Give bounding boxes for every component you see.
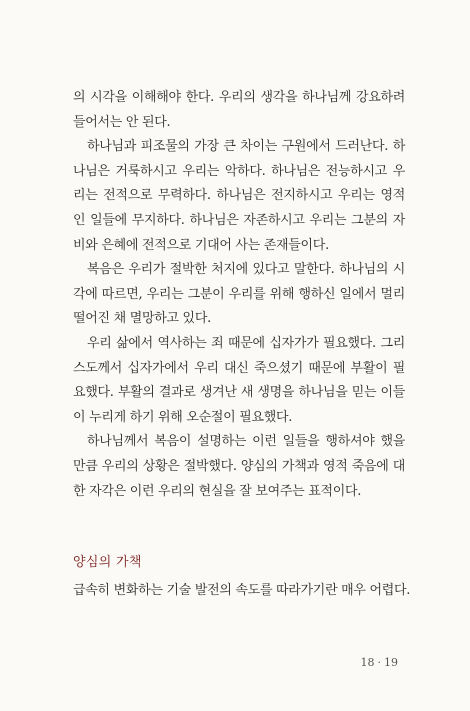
section-first-line: 급속히 변화하는 기술 발전의 속도를 따라가기란 매우 어렵다.	[73, 583, 411, 598]
paragraph-gospel-situation: 복음은 우리가 절박한 처지에 있다고 말한다. 하나님의 시각에 따르면, 우리는 그분이 우리를 위해 행하신 일에서 멀리 떨어진 채 멸망하고 있다.	[73, 262, 405, 327]
right-page-number: 19	[384, 656, 398, 669]
paragraph-cross-resurrection: 우리 삶에서 역사하는 죄 때문에 십자가가 필요했다. 그리스도께서 십자가에서 우리 대신 죽으셨기 때문에 부활이 필요했다. 부활의 결과로 생겨난 새 생명을 하나님을 믿는 이들이 누리게 하기 위해 오순절이 필요했다.	[73, 335, 405, 425]
paragraph-continuation: 의 시각을 이해해야 한다. 우리의 생각을 하나님께 강요하려 들어서는 안 된다.	[73, 90, 405, 130]
page-number-separator: ·	[377, 656, 381, 669]
section-heading: 양심의 가책	[73, 555, 142, 570]
page-numbers	[361, 656, 399, 669]
section-conscience	[73, 551, 413, 601]
paragraph-salvation-difference: 하나님과 피조물의 가장 큰 차이는 구원에서 드러난다. 하나님은 거룩하시고 우리는 악하다. 하나님은 전능하시고 우리는 전적으로 무력하다. 하나님은 전지하시고 우리는 영적인 일들에 무지하다. 하나님은 자존하시고 우리는 그분의 자비와 은혜에 전적으로 기대어 사는 존재들이다.	[73, 139, 405, 253]
paragraph-desperate-state: 하나님께서 복음이 설명하는 이런 일들을 행하셔야 했을 만큼 우리의 상황은 절박했다. 양심의 가책과 영적 죽음에 대한 자각은 이런 우리의 현실을 잘 보여주는 표적이다.	[73, 434, 405, 499]
body-text	[73, 86, 405, 504]
left-page-number: 18	[360, 656, 375, 669]
